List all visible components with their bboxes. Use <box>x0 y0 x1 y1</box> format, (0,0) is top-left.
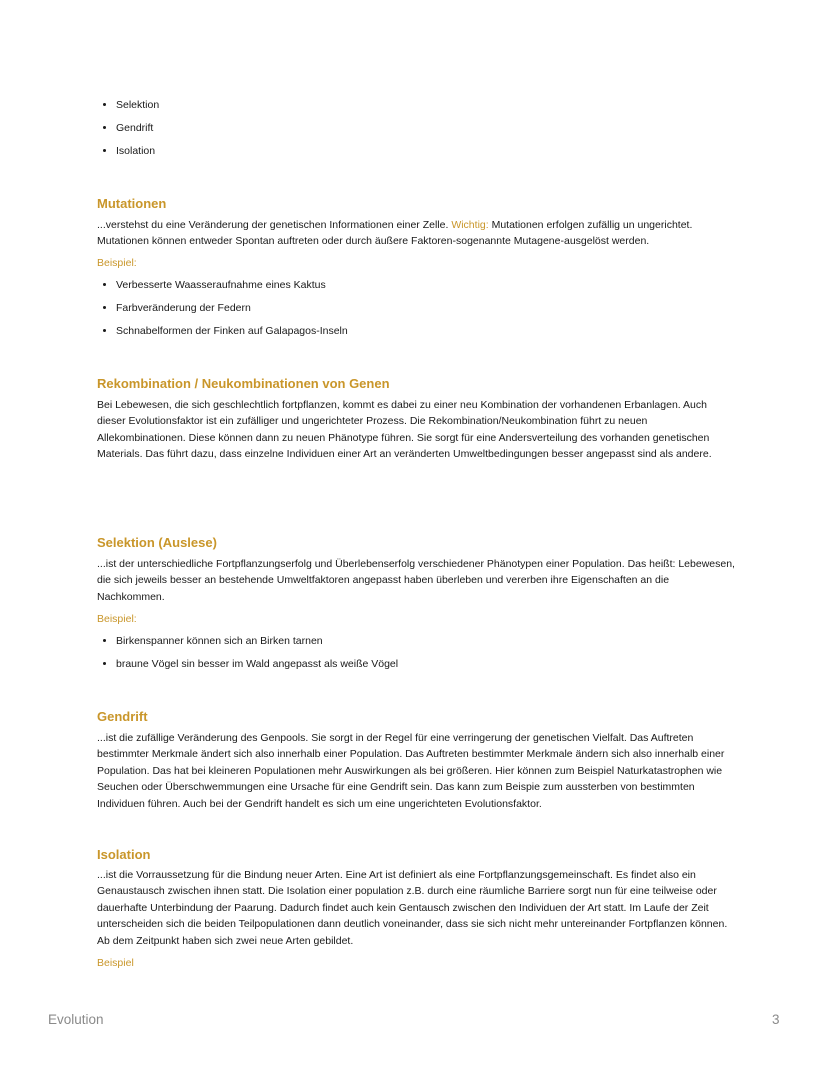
section-heading-gendrift: Gendrift <box>97 709 148 724</box>
list-item: • braune Vögel sin besser im Wald angepasst als weiße Vögel <box>116 658 398 670</box>
selektion-text: ...ist der unterschiedliche Fortpflanzungserfolg und Überlebenserfolg verschiedener Phänotypen einer Population. Das heißt: Lebewesen, die sich jeweils besser an bestehende Umweltfaktoren angepasst haben überleben und vererben ihre Eigenschaften an die Nachkommen. <box>97 558 735 603</box>
section-heading-mutationen: Mutationen <box>97 196 167 211</box>
important-label: Wichtig: <box>451 219 489 231</box>
list-item: • Selektion <box>116 99 159 111</box>
section-heading-selektion: Selektion (Auslese) <box>97 535 217 550</box>
list-item: • Isolation <box>116 145 159 157</box>
mutationen-examples <box>97 279 348 348</box>
rekombination-text: Bei Lebewesen, die sich geschlechtlich fortpflanzen, kommt es dabei zu einer neu Kombination der vorhandenen Erbanlagen. Auch dieser Evolutionsfaktor ist ein zufälliger und ungerichteter Prozess. Die Rekombination/Neukombination führt zu neuen Allekombinationen. Diese können dann zu neuen Phänotype führen. Sie sorgt für eine Andersverteilung des vorhanden genetischen Materials. Das führt dazu, dass einzelne Individuen einer Art an veränderten Umweltbedingungen besser angepasst sind als andere. <box>97 399 712 461</box>
selektion-examples <box>97 635 398 681</box>
intro-list <box>97 99 159 168</box>
list-item: • Verbesserte Waasseraufnahme eines Kaktus <box>116 279 348 291</box>
section-heading-isolation: Isolation <box>97 847 151 862</box>
isolation-text: ...ist die Vorraussetzung für die Bindung neuer Arten. Eine Art ist definiert als eine Fortpflanzungsgemeinschaft. Es findet also ein Genaustausch zwischen ihnen statt. Die Isolation einer population z.B. durch eine räumliche Barriere sorgt nun für eine teilweise oder dauerhafte Unterbindung der Paarung. Dadurch findet auch kein Gentausch zwischen den Individuen der Art statt. Im Laufe der Zeit unterscheiden sich die beiden Teilpopulationen dann deutlich voneinander, dass sie sich nicht mehr untereinander Fortpflanzen können. Ab dem Zeitpunkt haben sich zwei neue Arten gebildet. <box>97 869 728 947</box>
mutationen-text <box>97 217 737 250</box>
mutationen-example-label: Beispiel: <box>97 257 137 269</box>
list-item: • Farbveränderung der Federn <box>116 302 348 314</box>
mutationen-text-before: ...verstehst du eine Veränderung der genetischen Informationen einer Zelle. <box>97 219 452 231</box>
section-heading-rekombination: Rekombination / Neukombinationen von Genen <box>97 376 390 391</box>
list-item: • Schnabelformen der Finken auf Galapagos-Inseln <box>116 325 348 337</box>
footer-title: Evolution <box>48 1012 104 1027</box>
gendrift-text: ...ist die zufällige Veränderung des Genpools. Sie sorgt in der Regel für eine verringerung der genetischen Vielfalt. Das Auftreten bestimmter Merkmale ändert sich also innerhalb einer Population. Das Auftreten bestimmter Merkmale ändern sich also innerhalb einer Population. Das hat bei kleineren Populationen mehr Auswirkungen als bei größeren. Hier können zum Beispiel Naturkatastrophen wie Seuchen oder Überschwemmungen eine Ursache für eine Gendrift sein. Das kann zum Beispie zum aussterben von bestimmten Individuen führen. Auch bei der Gendrift handelt es sich um eine ungerichteten Evolutionsfaktor. <box>97 732 725 810</box>
mutationen-text-after: Mutationen erfolgen zufällig un ungerichtet. Mutationen können entweder Spontan auftreten oder durch äußere Faktoren-sogenannte Mutagene-ausgelöst werden. <box>97 219 693 248</box>
page-number: 3 <box>772 1012 780 1027</box>
list-item: • Birkenspanner können sich an Birken tarnen <box>116 635 398 647</box>
isolation-example-label: Beispiel <box>97 957 134 969</box>
list-item: • Gendrift <box>116 122 159 134</box>
selektion-example-label: Beispiel: <box>97 613 137 625</box>
